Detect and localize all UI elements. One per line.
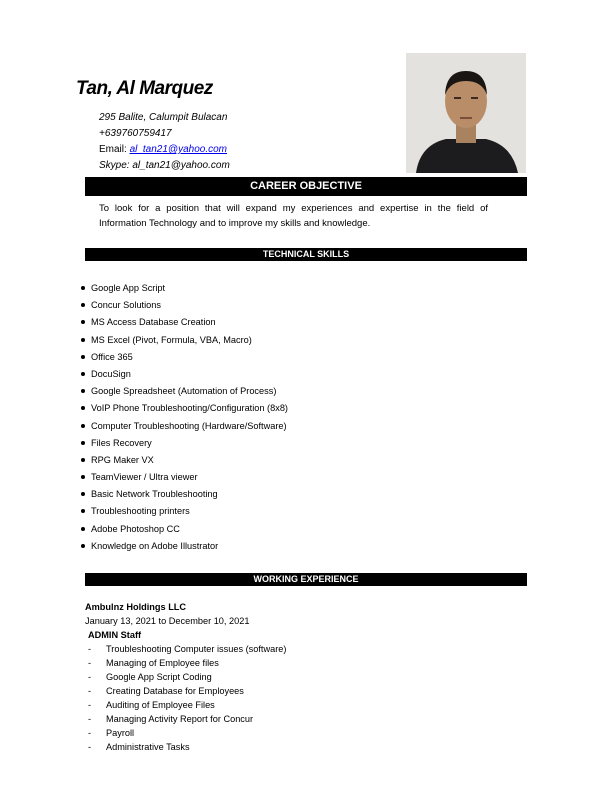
duty-item: [85, 698, 286, 712]
duty-label: Google App Script Coding: [106, 672, 212, 682]
skill-label: MS Access Database Creation: [91, 317, 216, 328]
experience-entry: [85, 600, 286, 754]
profile-photo: [406, 53, 526, 173]
skill-label: Knowledge on Adobe Illustrator: [91, 540, 219, 551]
dash-marker: -: [88, 686, 92, 696]
duty-item: [85, 684, 286, 698]
email-line: [99, 144, 227, 155]
dash-marker: -: [88, 742, 92, 752]
skill-label: Concur Solutions: [91, 300, 161, 311]
career-objective-text: To look for a position that will expand my experiences and expertise in the field of Information Technology and to improve my skills and knowledge.: [99, 203, 488, 229]
skill-label: Troubleshooting printers: [91, 506, 190, 517]
skype: Skype: al_tan21@yahoo.com: [99, 160, 230, 171]
bullet-icon: [81, 406, 85, 410]
working-experience-header: WORKING EXPERIENCE: [85, 573, 527, 586]
skill-item: [80, 385, 288, 402]
skill-item: [80, 523, 288, 540]
skill-item: [80, 505, 288, 522]
address: 295 Balite, Calumpit Bulacan: [99, 112, 228, 123]
skill-label: Google App Script: [91, 283, 166, 293]
bullet-icon: [81, 441, 85, 445]
duty-label: Payroll: [106, 728, 135, 738]
duties-list: [85, 642, 286, 754]
skill-label: RPG Maker VX: [91, 454, 154, 465]
duty-label: Administrative Tasks: [106, 742, 190, 752]
bullet-icon: [81, 475, 85, 479]
bullet-icon: [81, 492, 85, 496]
duty-item: [85, 670, 286, 684]
career-objective-header: CAREER OBJECTIVE: [85, 177, 527, 196]
bullet-icon: [81, 509, 85, 513]
skill-label: DocuSign: [91, 368, 131, 379]
phone: +639760759417: [99, 128, 172, 139]
company-name: Ambulnz Holdings LLC: [85, 602, 187, 612]
dash-marker: -: [88, 714, 92, 724]
duty-label: Creating Database for Employees: [106, 686, 244, 696]
skill-item: [80, 471, 288, 488]
bullet-icon: [81, 527, 85, 531]
bullet-icon: [81, 424, 85, 428]
skill-item: [80, 488, 288, 505]
job-title: ADMIN Staff: [88, 630, 142, 640]
skill-label: VoIP Phone Troubleshooting/Configuration (8x8): [91, 403, 288, 414]
bullet-icon: [81, 544, 85, 548]
dash-marker: -: [88, 644, 92, 654]
bullet-icon: [81, 372, 85, 376]
skill-label: Basic Network Troubleshooting: [91, 489, 218, 500]
bullet-icon: [81, 355, 85, 359]
skill-label: Adobe Photoshop CC: [91, 523, 180, 534]
duty-label: Troubleshooting Computer issues (software): [106, 644, 287, 654]
duty-item: [85, 642, 286, 656]
skill-item: [80, 334, 288, 351]
skill-item: [80, 282, 288, 299]
bullet-icon: [81, 286, 85, 290]
email-link[interactable]: al_tan21@yahoo.com: [129, 144, 227, 155]
employment-dates: January 13, 2021 to December 10, 2021: [85, 616, 250, 626]
skill-label: Computer Troubleshooting (Hardware/Software): [91, 420, 287, 431]
bullet-icon: [81, 389, 85, 393]
duty-label: Managing of Employee files: [106, 658, 219, 668]
bullet-icon: [81, 458, 85, 462]
skill-item: [80, 420, 288, 437]
skill-label: Office 365: [91, 351, 133, 362]
skill-label: MS Excel (Pivot, Formula, VBA, Macro): [91, 334, 252, 345]
technical-skills-header: TECHNICAL SKILLS: [85, 248, 527, 261]
duty-label: Auditing of Employee Files: [106, 700, 215, 710]
skill-item: [80, 402, 288, 419]
bullet-icon: [81, 303, 85, 307]
duty-label: Managing Activity Report for Concur: [106, 714, 254, 724]
skill-item: [80, 454, 288, 471]
skill-item: [80, 437, 288, 454]
bullet-icon: [81, 338, 85, 342]
skill-item: [80, 540, 288, 557]
dash-marker: -: [88, 672, 92, 682]
skill-item: [80, 299, 288, 316]
skill-item: [80, 351, 288, 368]
duty-item: [85, 712, 286, 726]
skills-list: [80, 282, 288, 557]
skill-label: TeamViewer / Ultra viewer: [91, 472, 198, 483]
skill-item: [80, 316, 288, 333]
duty-item: [85, 726, 286, 740]
email-label: Email:: [99, 144, 130, 155]
skill-label: Google Spreadsheet (Automation of Process): [91, 386, 277, 397]
applicant-name: Tan, Al Marquez: [76, 78, 213, 99]
duty-item: [85, 656, 286, 670]
duty-item: [85, 740, 286, 754]
dash-marker: -: [88, 658, 92, 668]
bullet-icon: [81, 320, 85, 324]
dash-marker: -: [88, 700, 92, 710]
skill-item: [80, 368, 288, 385]
skill-label: Files Recovery: [91, 437, 152, 448]
dash-marker: -: [88, 728, 92, 738]
